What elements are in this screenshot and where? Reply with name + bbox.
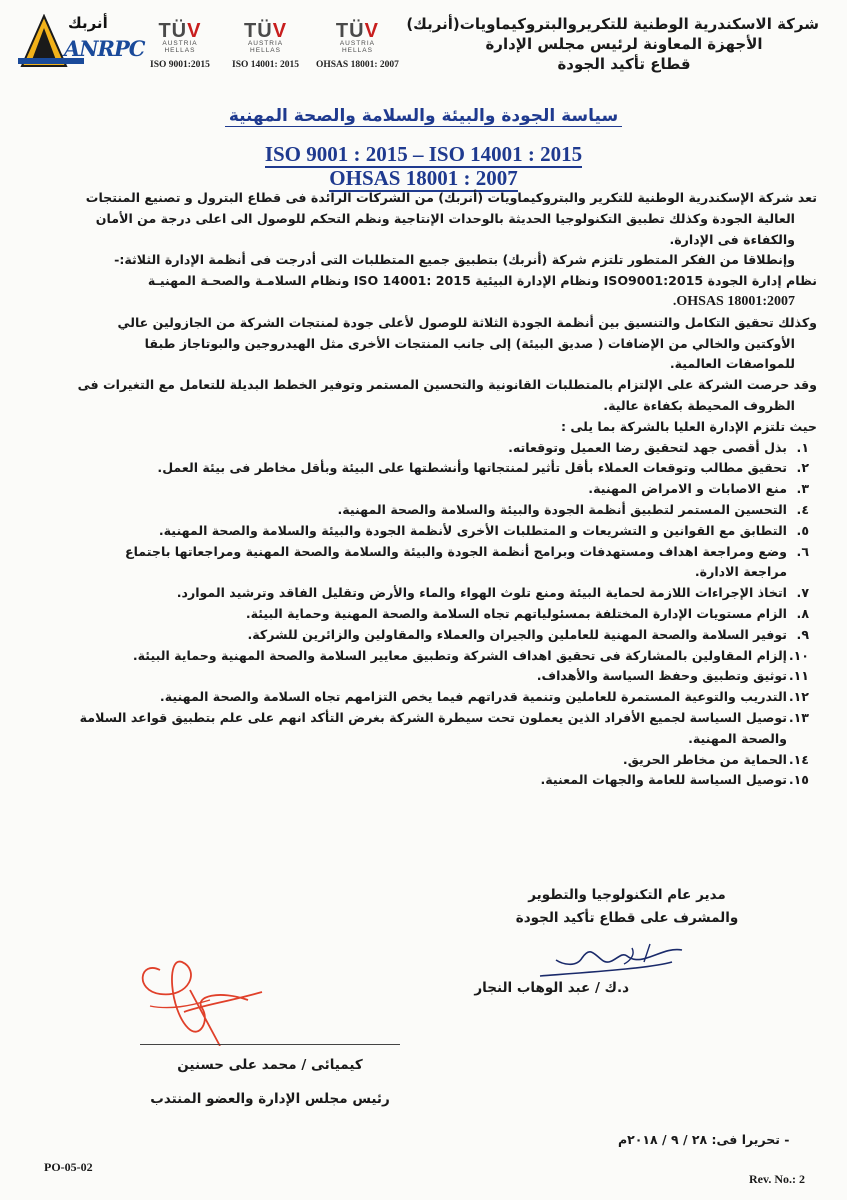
list-item-number: ٥.: [796, 522, 809, 538]
list-item-number: ١٤.: [788, 751, 809, 767]
tuv-sub-austria: AUSTRIA: [247, 40, 284, 47]
list-item-number: ١١.: [788, 668, 809, 684]
list-item-text: توثيق وتطبيق وحفظ السياسة والأهداف.: [536, 668, 787, 684]
signatory-1-title-line-1: مدير عام التكنولوجيا والتطوير: [528, 887, 726, 903]
list-item: [27, 666, 817, 687]
list-item: [27, 770, 817, 791]
standards-line-1: [0, 142, 847, 167]
list-item-text: تحقيق مطالب وتوقعات العملاء بأقل تأثير لمنتجاتها وأنشطتها على البيئة وبأقل مخاطر فى بيئة العمل.: [157, 460, 787, 476]
cert-badge-iso14001: [232, 22, 299, 70]
sector-name: قطاع تأكيد الجودة: [557, 55, 691, 73]
list-item-text: اتخاذ الإجراءات اللازمة لحماية البيئة ومنع تلوث الهواء والماء والأرض وتقليل الفاقد وترشيد الموارد.: [176, 585, 787, 601]
policy-title-text: سياسة الجودة والبيئة والسلامة والصحة المهنية: [225, 106, 622, 127]
list-item: [27, 646, 817, 667]
list-item-number: ٨.: [796, 605, 809, 621]
list-item: [27, 521, 817, 542]
list-item-number: ٧.: [796, 585, 809, 601]
list-item-text: توفير السلامة والصحة المهنية للعاملين والجيران والعملاء والمقاولين والزائرين للشركة.: [247, 626, 787, 642]
tuv-sub-hellas: HELLAS: [164, 47, 196, 54]
cert-badge-iso9001: [150, 22, 210, 70]
list-item-number: ١٢.: [788, 689, 809, 705]
signatory-2-block: [140, 1048, 400, 1116]
list-item: [27, 604, 817, 625]
intro-line-3: والكفاءة فى الإدارة.: [669, 231, 795, 247]
tuv-sub-hellas: HELLAS: [250, 47, 281, 54]
integration-line-3: للمواصفات العالمية.: [669, 356, 795, 372]
list-item-text: التحسين المستمر لتطبيق أنظمة الجودة والبيئة والسلامة والصحة المهنية.: [337, 501, 787, 517]
list-item: [27, 625, 817, 646]
anrpc-logo: [18, 14, 145, 66]
tuv-sub-austria: AUSTRIA: [339, 40, 376, 47]
tuv-sub-austria: AUSTRIA: [162, 40, 198, 47]
list-item: [27, 542, 817, 563]
list-item: [27, 438, 817, 459]
list-item-text: إلزام المقاولين بالمشاركة فى تحقيق اهداف الشركة وتطبيق معايير السلامة والصحة المهنية وحماية البيئة.: [132, 647, 787, 663]
cert-label: ISO 9001:2015: [150, 60, 210, 70]
list-item-text: توصيل السياسة لجميع الأفراد الذين يعملون تحت سيطرة الشركة بغرض التأكد انهم على علم بتطبيق قواعد السلامة: [79, 709, 787, 725]
list-item-text: بذل أقصى جهد لتحقيق رضا العميل وتوقعاته.: [508, 439, 787, 455]
signature-line: [140, 1044, 400, 1045]
company-name: شركة الاسكندرية الوطنية للتكريروالبتروكيماويات(أنربك): [406, 15, 819, 33]
logo-arabic-text: أنربك: [68, 14, 108, 32]
integration-line-1: وكذلك تحقيق التكامل والتنسيق بين أنظمة الجودة الثلاثة للوصول لأعلى جودة لمنتجات الشركة من الجازولين عالي: [117, 314, 817, 330]
cert-badge-ohsas18001: [316, 22, 399, 70]
list-item: [27, 687, 817, 708]
list-item: [27, 708, 817, 729]
intro-line-1: تعد شركة الإسكندرية الوطنية للتكرير والبتروكيماويات (أنربك) من الشركات الرائدة فى قطاع البترول و تصنيع المنتجات: [85, 190, 817, 205]
signatory-1-name: د.ك / عبد الوهاب النجار: [474, 980, 629, 996]
policy-body: [27, 188, 817, 791]
list-item-number: ٣.: [796, 481, 809, 497]
list-item-continuation: [27, 729, 817, 750]
tuv-logo-icon: TÜV: [244, 20, 288, 42]
commitments-list: [27, 438, 817, 792]
signature-1-icon: [532, 938, 692, 982]
signatory-2-title: رئيس مجلس الإدارة والعضو المنتدب: [150, 1091, 390, 1107]
signatory-2-name: كيميائى / محمد على حسنين: [177, 1057, 363, 1073]
tuv-sub-hellas: HELLAS: [341, 47, 373, 54]
standards-line-2-text: OHSAS 18001 : 2007: [329, 166, 518, 190]
list-item: [27, 583, 817, 604]
list-item-number: ١٣.: [788, 709, 809, 725]
list-item-text: الزام مستويات الإدارة المختلفة بمسئولياتهم تجاه السلامة والصحة المهنية وحماية البيئة.: [245, 605, 787, 621]
list-item-text: والصحة المهنية.: [688, 730, 787, 746]
list-item-number: ١٥.: [788, 772, 809, 788]
list-item-number: ١.: [796, 439, 809, 455]
standards-line-1-text: ISO 9001 : 2015 – ISO 14001 : 2015: [264, 142, 583, 166]
signatory-1-title-line-2: والمشرف على قطاع تأكيد الجودة: [515, 910, 739, 926]
commitment-intro-line-2: نظام إدارة الجودة ISO9001:2015 ونظام الإدارة البيئية ISO 14001: 2015 ونظام السلامـة والصحـة المهنيـة: [147, 273, 817, 289]
commitments-heading: حيث تلتزم الإدارة العليا بالشركة بما يلى :: [561, 418, 817, 434]
list-item-number: ٢.: [796, 460, 809, 476]
list-item-text: مراجعة الادارة.: [694, 564, 787, 580]
list-item-text: توصيل السياسة للعامة والجهات المعنية.: [540, 772, 787, 788]
integration-line-2: الأوكتين والخالي من الإضافات ( صديق البيئة) إلى جانب المنتجات الأخرى مثل الهيدروجين والبوتاجاز طبقا: [144, 335, 795, 351]
list-item-number: ٤.: [796, 501, 809, 517]
list-item: [27, 458, 817, 479]
commitment-intro-line-3: OHSAS 18001:2007.: [672, 293, 795, 309]
cert-label: ISO 14001: 2015: [232, 60, 300, 70]
signature-2-icon: [130, 950, 270, 1046]
list-item: [27, 479, 817, 500]
company-header: [406, 14, 819, 74]
list-item-text: منع الاصابات و الامراض المهنية.: [588, 481, 787, 497]
tuv-logo-icon: TÜV: [335, 20, 379, 42]
list-item-text: التدريب والتوعية المستمرة للعاملين وتنمية قدراتهم فيما يخص التزامهم تجاه السلامة والصحة المهنية.: [159, 689, 787, 705]
policy-title: [0, 106, 847, 126]
list-item-number: ٦.: [796, 543, 809, 559]
compliance-line-2: الظروف المحيطة بكفاءة عالية.: [603, 397, 795, 413]
list-item-text: الحماية من مخاطر الحريق.: [622, 751, 787, 767]
cert-label: OHSAS 18001: 2007: [316, 60, 399, 70]
list-item-continuation: [27, 562, 817, 583]
list-item-text: وضع ومراجعة اهداف ومستهدفات وبرامج أنظمة الجودة والبيئة والسلامة والصحة المهنية ومراجعاتها باجتماع: [124, 543, 787, 559]
list-item: [27, 750, 817, 771]
intro-line-2: العالية الجودة وكذلك تطبيق التكنولوجيا الحديثة بالوحدات الإنتاجية ونظم التحكم للوصول الى اعلى درجة من الأمان: [95, 210, 795, 226]
list-item-number: ٩.: [796, 626, 809, 642]
commitment-intro-line-1: وإنطلاقا من الفكر المتطور تلتزم شركة (أنربك) بتطبيق جميع المتطلبات التى أدرجت فى أنظمة الإدارة الثلاثة:-: [114, 252, 795, 268]
list-item: [27, 500, 817, 521]
issue-date: - تحريرا فى: ٢٨ / ٩ / ٢٠١٨م: [618, 1132, 790, 1147]
list-item-number: ١٠.: [788, 647, 809, 663]
department-name: الأجهزة المعاونة لرئيس مجلس الإدارة: [485, 35, 763, 53]
logo-english-text: ANRPC: [64, 36, 145, 61]
document-code: PO-05-02: [44, 1160, 93, 1174]
tuv-logo-icon: TÜV: [158, 20, 202, 42]
revision-number: Rev. No.: 2: [749, 1172, 805, 1186]
list-item-text: التطابق مع القوانين و التشريعات و المتطلبات الأخرى لأنظمة الجودة والبيئة والسلامة والصحة المهنية.: [158, 522, 787, 538]
signatory-1-title: [507, 884, 747, 930]
compliance-line-1: وقد حرصت الشركة على الإلتزام بالمتطلبات القانونية والتحسين المستمر وتوفير الخطط البديلة للتعامل مع التغيرات فى: [77, 377, 817, 393]
